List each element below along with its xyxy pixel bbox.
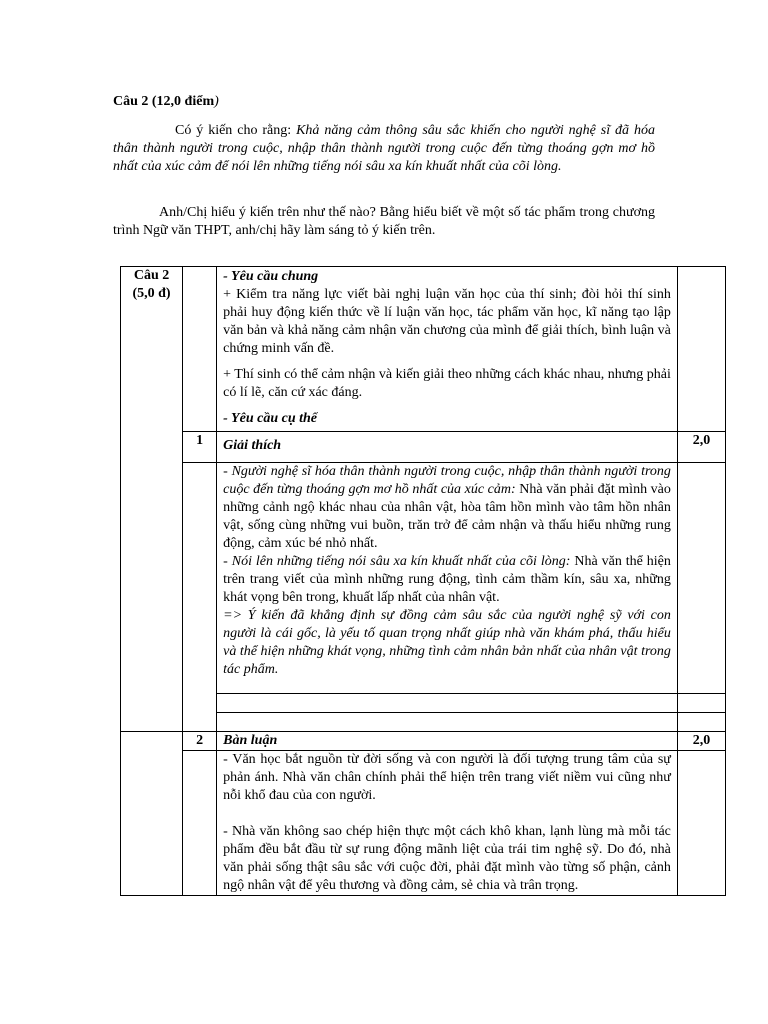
empty-score-cell — [677, 751, 725, 896]
section1-score: 2,0 — [677, 432, 725, 463]
question-label: Câu 2 — [133, 268, 170, 283]
empty-number-cell — [183, 463, 217, 732]
table-row — [121, 432, 726, 463]
general-requirements-cell — [217, 267, 678, 432]
intro-lead: Có ý kiến cho rằng: — [175, 123, 297, 138]
section1-conclusion: => Ý kiến đã khẳng định sự đồng cảm sâu sắc của người nghệ sỹ với con người là cái gốc, là yếu tố quan trọng nhất giúp nhà văn khám phá, thấu hiểu và thể hiện những khát vọng, những tình cảm nhân bản nhất của nhân vật trong tác phẩm. — [223, 608, 671, 677]
specific-heading: - Yêu cầu cụ thể — [223, 411, 317, 426]
section2-title-cell — [217, 732, 678, 751]
section2-score: 2,0 — [677, 732, 725, 751]
table-row — [121, 463, 726, 694]
section1-content-cell — [217, 463, 678, 694]
empty-score-cell — [677, 463, 725, 694]
blank-cell — [217, 694, 678, 713]
empty-score-cell — [677, 267, 725, 432]
general-heading: - Yêu cầu chung — [223, 269, 319, 284]
section1-point-a-text: Nhà văn phải đặt mình vào những cảnh ngộ khác nhau của nhân vật, hòa tâm hồn mình vào tâm hồn nhân vật, sống cùng những vui buồn, trăn trở để cảm nhận và thấu hiểu những rung động, cảm xúc bé nhỏ nhất. — [223, 482, 671, 551]
general-paragraph-2: + Thí sinh có thể cảm nhận và kiến giải theo những cách khác nhau, nhưng phải có lí lẽ, căn cứ xác đáng. — [223, 367, 671, 400]
section1-point-a-italic: - Người nghệ sĩ hóa thân thành người trong cuộc, nhập thân thành người trong cuộc đến từng thoáng gợn mơ hồ nhất của xúc cảm: — [223, 464, 671, 497]
section2-paragraph-2: - Nhà văn không sao chép hiện thực một cách khô khan, lạnh lùng mà mỗi tác phẩm đều bắt đầu từ sự rung động mãnh liệt của trái tim nghệ sỹ. Do đó, nhà văn phải sống thật sâu sắc với cuộc đời, phải đặt mình vào từng số phận, cảnh ngộ nhân vật để yêu thương và đồng cảm, sẻ chia và trân trọng. — [223, 824, 671, 893]
section2-number: 2 — [183, 732, 217, 751]
section1-point-b — [223, 553, 671, 607]
empty-question-cell — [121, 732, 183, 896]
question-heading-text: Câu 2 (12,0 điểm — [113, 94, 215, 109]
empty-number-cell — [183, 267, 217, 432]
intro-quote: Khả năng cảm thông sâu sắc khiến cho người nghệ sĩ đã hóa thân thành người trong cuộc, nhập thân thành người trong cuộc đến từng thoáng gợn mơ hồ nhất của xúc cảm để nói lên những tiếng nói sâu xa kín khuất nhất của cõi lòng. — [113, 123, 655, 174]
section2-paragraph-1: - Văn học bắt nguồn từ đời sống và con người là đối tượng trung tâm của sự phản ánh. Nhà văn chân chính phải thể hiện trên trang viết niềm vui cũng như nỗi khổ đau của con người. — [223, 752, 671, 803]
scoring-table — [120, 266, 726, 896]
empty-number-cell — [183, 751, 217, 896]
table-row — [121, 732, 726, 751]
empty-score-cell — [677, 713, 725, 732]
section2-content-cell — [217, 751, 678, 896]
question-heading — [113, 94, 219, 110]
section1-title: Giải thích — [223, 438, 282, 453]
section1-point-b-text: Nhà văn thể hiện trên trang viết của mình những rung động, tình cảm thầm kín, sâu xa, những khát vọng bên trong, khuất lấp nhất của nhân vật. — [223, 554, 671, 605]
question-heading-close: ) — [214, 94, 219, 109]
task-paragraph: Anh/Chị hiểu ý kiến trên như thế nào? Bằng hiểu biết về một số tác phẩm trong chương trình Ngữ văn THPT, anh/chị hãy làm sáng tỏ ý kiến trên. — [113, 205, 655, 238]
section1-point-a — [223, 463, 671, 553]
section2-title: Bàn luận — [223, 733, 278, 748]
section1-number: 1 — [183, 432, 217, 463]
table-row — [121, 267, 726, 432]
general-paragraph-1: + Kiểm tra năng lực viết bài nghị luận văn học của thí sinh; đòi hỏi thí sinh phải huy động kiến thức về lí luận văn học, tác phẩm văn học, kĩ năng tạo lập văn bản và khả năng cảm nhận văn chương của mình để giải thích, bình luận và chứng minh vấn đề. — [223, 287, 671, 356]
empty-score-cell — [677, 694, 725, 713]
section1-title-cell — [217, 432, 678, 463]
intro-paragraph — [113, 122, 655, 176]
section1-point-b-italic: - Nói lên những tiếng nói sâu xa kín khuất nhất của cõi lòng: — [223, 554, 571, 569]
question-points: (5,0 đ) — [132, 286, 171, 301]
question-cell — [121, 267, 183, 732]
blank-cell — [217, 713, 678, 732]
table-row — [121, 751, 726, 896]
